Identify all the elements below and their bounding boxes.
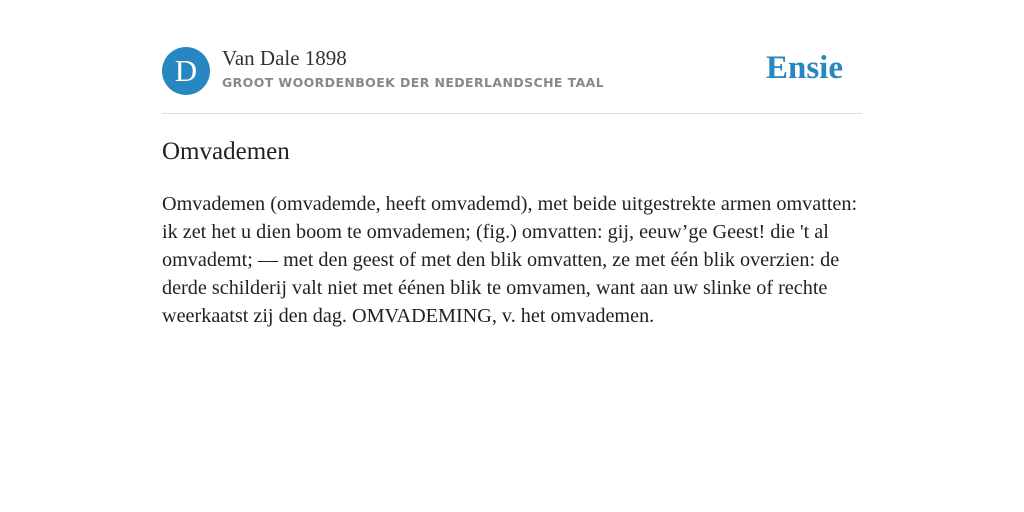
source-title[interactable]: Van Dale 1898 [222, 46, 347, 70]
brand-logo[interactable]: Ensie [765, 50, 843, 86]
header [162, 46, 862, 96]
entry-definition: Omvademen (omvademde, heeft omvademd), met beide uitgestrekte armen omvatten: ik zet het u dien boom te omvademen; (fig.) omvatten: gij, eeuw’ge Geest! die 't al omvademt; — met den geest of met den blik omvatten, ze met één blik overzien: de derde schilderij valt niet met éénen blik te omvamen, want aan uw slinke of rechte weerkaatst zij den dag. OMVADEMING, v. het omvademen. [162, 193, 858, 327]
source-logo[interactable]: D [162, 47, 210, 95]
source-subtitle: GROOT WOORDENBOEK DER NEDERLANDSCHE TAAL [222, 75, 605, 90]
entry-title: Omvademen [162, 138, 290, 165]
header-divider [162, 113, 862, 114]
